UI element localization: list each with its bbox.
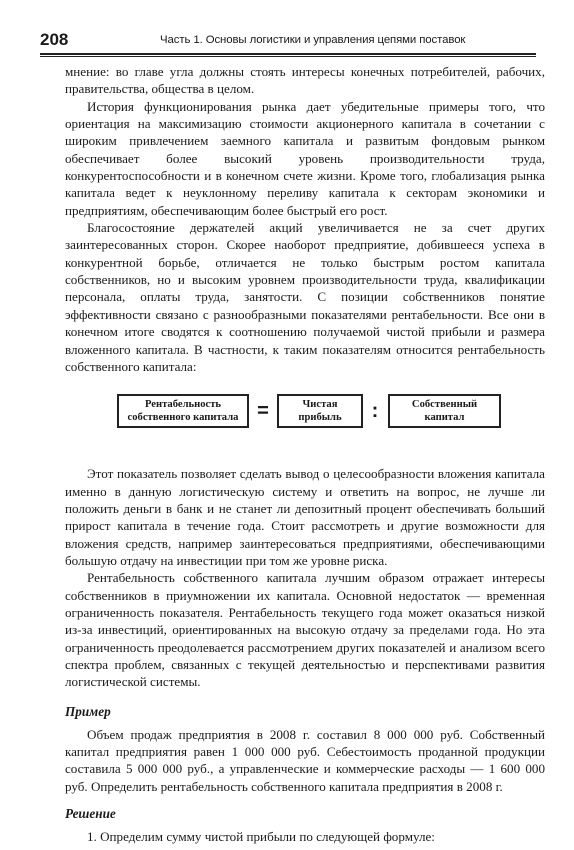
formula-box-label: Собственный [411, 399, 478, 411]
formula-box-label: Рентабельность [144, 399, 222, 411]
formula-box-label: прибыль [298, 412, 342, 424]
formula-diagram [65, 385, 545, 447]
formula-box-label: собственного капитала [127, 412, 239, 424]
page-number: 208 [40, 30, 69, 49]
formula-box-label: Чистая [302, 399, 338, 411]
equals-sign: = [257, 400, 269, 423]
solution-step: 1. Определим сумму чистой прибыли по следующей формуле: [87, 829, 435, 845]
paragraph: Этот показатель позволяет сделать вывод о целесообразности вложения капитала именно в данную логистическую систему и ответить на вопрос, не лучше ли положить деньги в банк и не станет ли депозитный процент обеспечивать больший прирост капитала в течение года. Стоит рассмотреть и другие возможности для вложения средств, например заинтересоваться предприятиями, обеспечивающими большую отдачу на инвестиции при том же уровне риска. [65, 466, 545, 568]
running-head: Часть 1. Основы логистики и управления цепями поставок [160, 34, 466, 46]
formula-box-equity [388, 394, 501, 428]
paragraph: мнение: во главе угла должны стоять интересы конечных потребителей, рабочих, правительства, общества в целом. [65, 64, 545, 97]
header-rule [40, 53, 536, 57]
divide-sign: : [371, 400, 379, 423]
example-text: Объем продаж предприятия в 2008 г. составил 8 000 000 руб. Собственный капитал предприятия равен 1 000 000 руб. Себестоимость проданной продукции составила 5 000 000 руб., а управленческие и коммерческие расходы — 1 600 000 руб. Определить рентабельность собственного капитала предприятия в 2008 г. [65, 726, 545, 794]
solution-heading: Решение [65, 806, 116, 822]
paragraph: История функционирования рынка дает убедительные примеры того, что ориентация на максимизацию стоимости акционерного капитала в сочетании с широким привлечением заемного капитала и развитым фондовым рынком обеспечивает более высокий уровень производительности труда, конкурентоспособности и в конечном счете жизни. Кроме того, глобализация рынка капитала ведет к неуклонному переливу капитала к секторам экономики и предприятиям, обеспечивающим более быстрый его рост. [65, 98, 545, 218]
formula-box-return-on-equity [117, 394, 249, 428]
paragraph: Рентабельность собственного капитала лучшим образом отражает интересы собственников в приумножении их капитала. Основной недостаток — временная ограниченность показателя. Рентабельность текущего года может оказаться низкой из-за инвестиций, ориентированных на высокую отдачу за пределами года. Но эта ограниченность преодолевается рассмотрением других показателей и анализом всего спектра проблем, связанных с текущей деятельностью и перспективами развития логистической системы. [65, 570, 545, 690]
example-heading: Пример [65, 703, 111, 719]
formula-box-label: капитал [424, 412, 465, 424]
page-header [40, 30, 536, 50]
page-body [65, 63, 545, 845]
paragraph: Благосостояние держателей акций увеличивается не за счет других заинтересованных сторон. Скорее наоборот предприятие, добившееся успеха в конкурентной борьбе, отличается не только быстрым ростом капитала собственников, но и высоким уровнем производительности труда, квалификации персонала, оплаты труда, занятости. С позиции собственников понятие эффективности связано с разнообразными показателями рентабельности. Все они в конечном итоге сводятся к соотношению получаемой чистой прибыли и размера вложенного капитала. В частности, к таким показателям относится рентабельность собственного капитала: [65, 220, 545, 374]
formula-box-net-profit [277, 394, 363, 428]
